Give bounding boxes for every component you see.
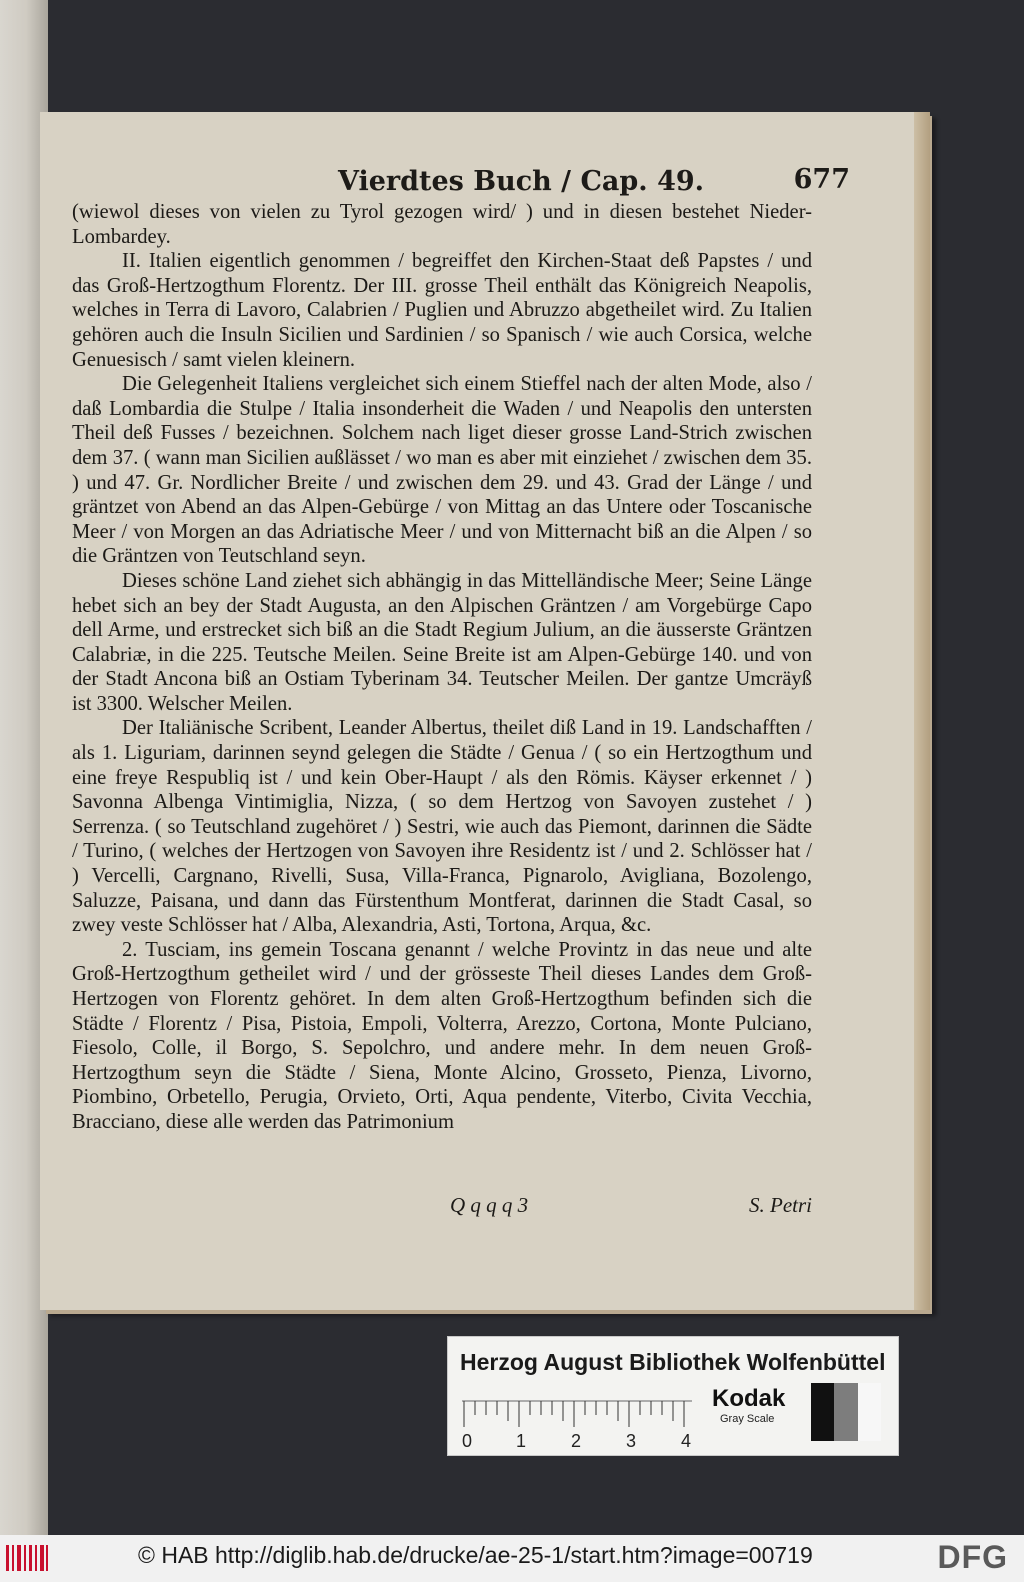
ruler-label-0: 0 (462, 1431, 473, 1451)
page-header (80, 164, 850, 200)
catchword: S. Petri (749, 1193, 812, 1217)
ruler-label-3: 3 (626, 1431, 637, 1451)
dfg-logo: DFG (937, 1539, 1008, 1575)
gray-patch-white (858, 1383, 881, 1441)
page-fore-edge (914, 112, 930, 1310)
scale-ruler (462, 1391, 702, 1451)
paragraph-1: (wiewol dieses von vielen zu Tyrol gezogen wird/ ) und in diesen bestehet Nieder-Lombardey. (72, 201, 812, 248)
signature-mark: Q q q q 3 (450, 1193, 529, 1217)
body-text (72, 200, 812, 1135)
page-number: 677 (793, 164, 850, 195)
footer-bar (0, 1535, 1024, 1582)
institution-name: Herzog August Bibliothek Wolfenbüttel (460, 1349, 886, 1375)
ruler-label-2: 2 (571, 1431, 582, 1451)
gray-scale-label: Gray Scale (720, 1413, 775, 1425)
hab-logo-icon (6, 1543, 48, 1573)
paragraph-3: Die Gelegenheit Italiens vergleichet sich einem Stieffel nach der alten Mode, also / daß Lombardia die Stulpe / Italia insonderheit die Waden / und Neapolis den untersten Theil deß Fusses / bezeichnen. Solchem nach liget dieser grosse Land-Strich zwischen dem 37. ( wann man Sicilien außlässet / wo man es aber mit einziehet / zwischen dem 35. ) und 47. Gr. Nordlicher Breite / und zwischen dem 29. und 43. Grad der Länge / und gräntzet von Abend an das Alpen-Gebürge / von Mittag an das Untere oder Toscanische Meer / von Morgen an das Adriatische Meer / und von Mitternacht biß an die Alpen / so die Gräntzen von Teutschland seyn. (72, 373, 812, 568)
ruler-label-1: 1 (516, 1431, 527, 1451)
copyright-url[interactable]: © HAB http://diglib.hab.de/drucke/ae-25-1/start.htm?image=00719 (138, 1542, 813, 1568)
gray-scale-patches (811, 1383, 881, 1441)
color-reference-card (447, 1336, 899, 1456)
running-head: Vierdtes Buch / Cap. 49. (338, 166, 705, 197)
paragraph-5: Der Italiänische Scribent, Leander Albertus, theilet diß Land in 19. Landschafften / als 1. Liguriam, darinnen seynd gelegen die Städte / Genua / ( so ein Hertzogthum und eine freye Respubliq ist / und kein Ober-Haupt / als den Römis. Käyser erkennet / ) Savonna Albenga Vintimiglia, Nizza, ( so dem Hertzog von Savoyen zustehet / ) Serrenza. ( so Teutschland zugehöret / ) Sestri, wie auch das Piemont, darinnen die Sädte / Turino, ( welches der Hertzogen von Savoyen ihre Residentz ist / und 2. Schlösser hat / ) Vercelli, Cargnano, Rivelli, Susa, Villa-Franca, Pignarolo, Avigliana, Bozolengo, Saluzze, Paisana, und dann das Fürstenthum Montferat, darinnen die Stadt Casal, so zwey veste Schlösser hat / Alba, Alexandria, Asti, Tortona, Arqua, &c. (72, 717, 812, 937)
paragraph-6: 2. Tusciam, ins gemein Toscana genannt / welche Provintz in das neue und alte Groß-Hertzogthum getheilet wird / und der grösseste Theil dieses Landes dem Groß-Hertzogen von Florentz gehöret. In dem alten Groß-Hertzogthum befinden sich die Städte / Florentz / Pisa, Pistoia, Empoli, Volterra, Arezzo, Cortona, Monte Pulciano, Fiesolo, Colle, il Borgo, S. Sepolchro, und andere mehr. In dem neuen Groß-Hertzogthum seyn die Städte / Siena, Monte Alcino, Grosseto, Pienza, Livorno, Piombino, Orbetello, Perugia, Orvieto, Orti, Aqua pendente, Viterbo, Civita Vecchia, Bracciano, diese alle werden das Patrimonium (72, 938, 812, 1133)
paragraph-2: II. Italien eigentlich genommen / begreiffet den Kirchen-Staat deß Papstes / und das Groß-Hertzogthum Florentz. Der III. grosse Theil enthält das Königreich Neapolis, welches in Terra di Lavoro, Calabrien / Puglien und Abruzzo abgetheilet wird. Zu Italien gehören auch die Insuln Sicilien und Sardinien / so Spanisch / wie auch Corsica, welche Genuesisch / samt vielen kleinern. (72, 250, 812, 371)
gray-patch-mid (834, 1383, 857, 1441)
page-footer (72, 1193, 812, 1219)
ruler-label-4: 4 (681, 1431, 692, 1451)
kodak-logo: Kodak (712, 1385, 786, 1412)
gray-patch-black (811, 1383, 834, 1441)
paragraph-4: Dieses schöne Land ziehet sich abhängig in das Mittelländische Meer; Seine Länge hebet sich an bey der Stadt Augusta, an den Alpischen Gräntzen / am Vorgebürge Capo dell Arme, und erstrecket sich biß an die Stadt Regium Julium, an die äusserste Gräntzen Calabriæ, in die 225. Teutsche Meilen. Seine Breite ist am Alpen-Gebürge 140. und von der Stadt Ancona biß an Ostiam Tyberinam 34. Teutscher Meilen. Der gantze Umcräyß ist 3300. Welscher Meilen. (72, 569, 812, 715)
